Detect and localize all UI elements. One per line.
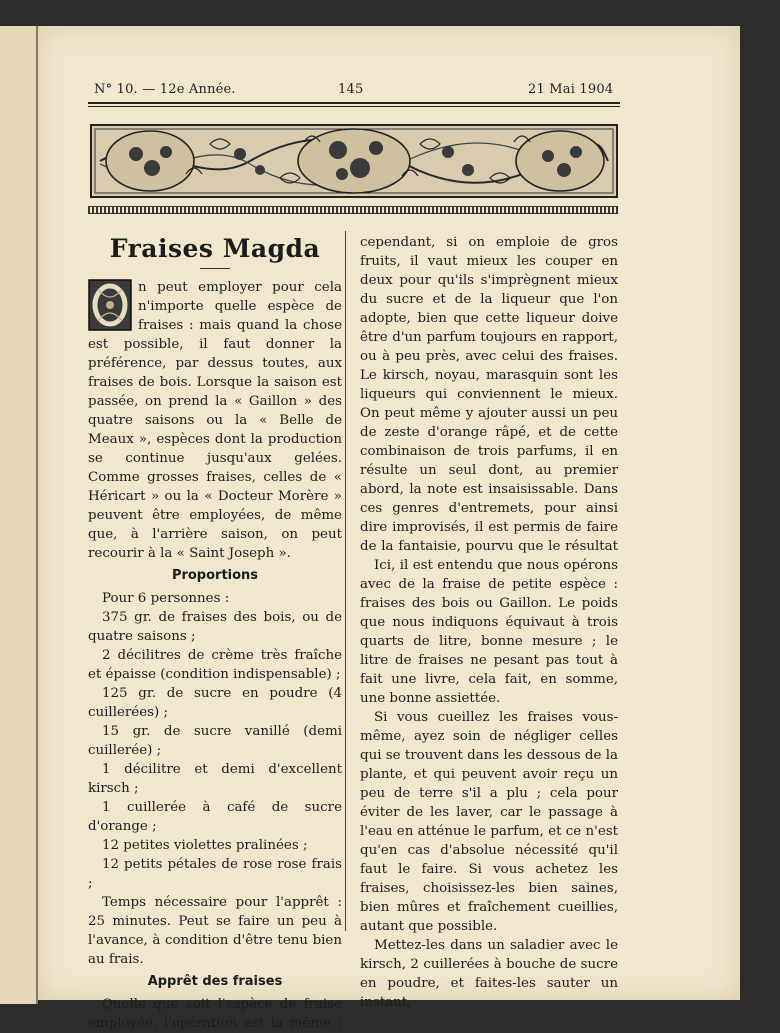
ingredient-item: 15 gr. de sucre vanillé (demi cuillerée) ; xyxy=(88,724,342,758)
previous-page-edge xyxy=(0,26,38,1004)
preparation-time: Temps nécessaire pour l'apprêt : 25 minutes. Peut se faire un peu à l'avance, à condition d'être tenu bien au frais. xyxy=(88,895,342,967)
header-rule-thin xyxy=(88,106,620,107)
ingredient-item: 125 gr. de sucre en poudre (4 cuillerées) ; xyxy=(88,686,342,720)
ornament-fringe xyxy=(88,206,618,214)
appret-continued xyxy=(360,233,618,556)
magazine-page xyxy=(38,26,740,1031)
appret-continued-text: cependant, si on emploie de gros fruits, il vaut mieux les couper en deux pour qu'ils s'imprègnent mieux du sucre et de la liqueur que l'on adopte, bien que cette liqueur doive être d'un parfum toujours en rapport, ou à peu près, avec celui des fraises. Le kirsch, noyau, marasquin sont les liqueurs qui conviennent le mieux. On peut même y ajouter aussi un peu de zeste d'orange râpé, et de cette combinaison de trois parfums, il en résulte un seul dont, au premier abord, la note est insaisissable. Dans ces genres d'entremets, pour ainsi dire improvisés, il est permis de faire de la fantaisie, pourvu que le résultat xyxy=(360,235,618,554)
paragraph-mettez: Mettez-les dans un saladier avec le kirsch, 2 cuillerées à bouche de sucre en poudre, et faites-les sauter un instant, xyxy=(360,938,618,1010)
paragraph-ici: Ici, il est entendu que nous opérons avec de la fraise de petite espèce : fraises des bois ou Gaillon. Le poids que nous indiquons équivaut à trois quarts de litre, bonne mesure ; le litre de fraises ne pesant pas tout à fait une livre, cela fait, en somme, une bonne assiettée. xyxy=(360,558,618,706)
issue-date: 21 Mai 1904 xyxy=(528,82,614,97)
intro-paragraph: n peut employer pour cela n'importe quelle espèce de fraises : mais quand la chose est possible, il faut donner la préférence, par dessus toutes, aux fraises de bois. Lorsque la saison est passée, on prend la « Gaillon » des quatre saisons ou la « Belle de Meaux », espèces dont la production se continue jusqu'aux gelées. Comme grosses fraises, celles de « Héricart » ou la « Docteur Morère » peuvent être employées, de même que, à l'arrière saison, on peut recourir à la « Saint Joseph ». xyxy=(88,280,342,561)
header-rule xyxy=(88,102,620,104)
ingredient-item: 12 petites violettes pralinées ; xyxy=(102,838,308,853)
ingredient-item: 2 décilitres de crème très fraîche et épaisse (condition indispensable) ; xyxy=(88,648,342,682)
ingredient-item: 12 petits pétales de rose rose frais ; xyxy=(88,857,342,891)
issue-number: N° 10. — 12e Année. xyxy=(94,82,236,97)
column-divider xyxy=(345,231,346,931)
right-column xyxy=(360,233,618,1012)
ornamental-letter-o-icon xyxy=(88,279,132,331)
appret-paragraph: Quelle que soit l'espèce de fraise employée, l'opération est la même ; xyxy=(88,997,342,1031)
ingredient-item: 1 décilitre et demi d'excellent kirsch ; xyxy=(88,762,342,796)
appret-heading: Apprêt des fraises xyxy=(147,974,283,989)
title-rule xyxy=(200,268,230,269)
paragraph-cueillez: Si vous cueillez les fraises vous-même, ayez soin de négliger celles qui se trouvent dans les dessous de la plante, et qui peuvent avoir reçu un peu de terre s'il a plu ; cela pour éviter de les laver, car le passage à l'eau en atténue le parfum, et ce n'est qu'en cas d'absolue nécessité qu'il faut le faire. Si vous achetez les fraises, choisissez-les bien saines, bien mûres et fraîchement cueillies, autant que possible. xyxy=(360,710,618,934)
ingredient-item: 375 gr. de fraises des bois, ou de quatre saisons ; xyxy=(88,610,342,644)
page-number: 145 xyxy=(338,82,364,97)
ingredient-item: Pour 6 personnes : xyxy=(102,591,230,606)
article-title: Fraises Magda xyxy=(109,234,321,263)
floral-fruit-banner-icon xyxy=(90,124,618,198)
ingredient-item: 1 cuillerée à café de sucre d'orange ; xyxy=(88,800,342,834)
left-column xyxy=(88,233,342,1033)
proportions-heading: Proportions xyxy=(171,568,259,583)
